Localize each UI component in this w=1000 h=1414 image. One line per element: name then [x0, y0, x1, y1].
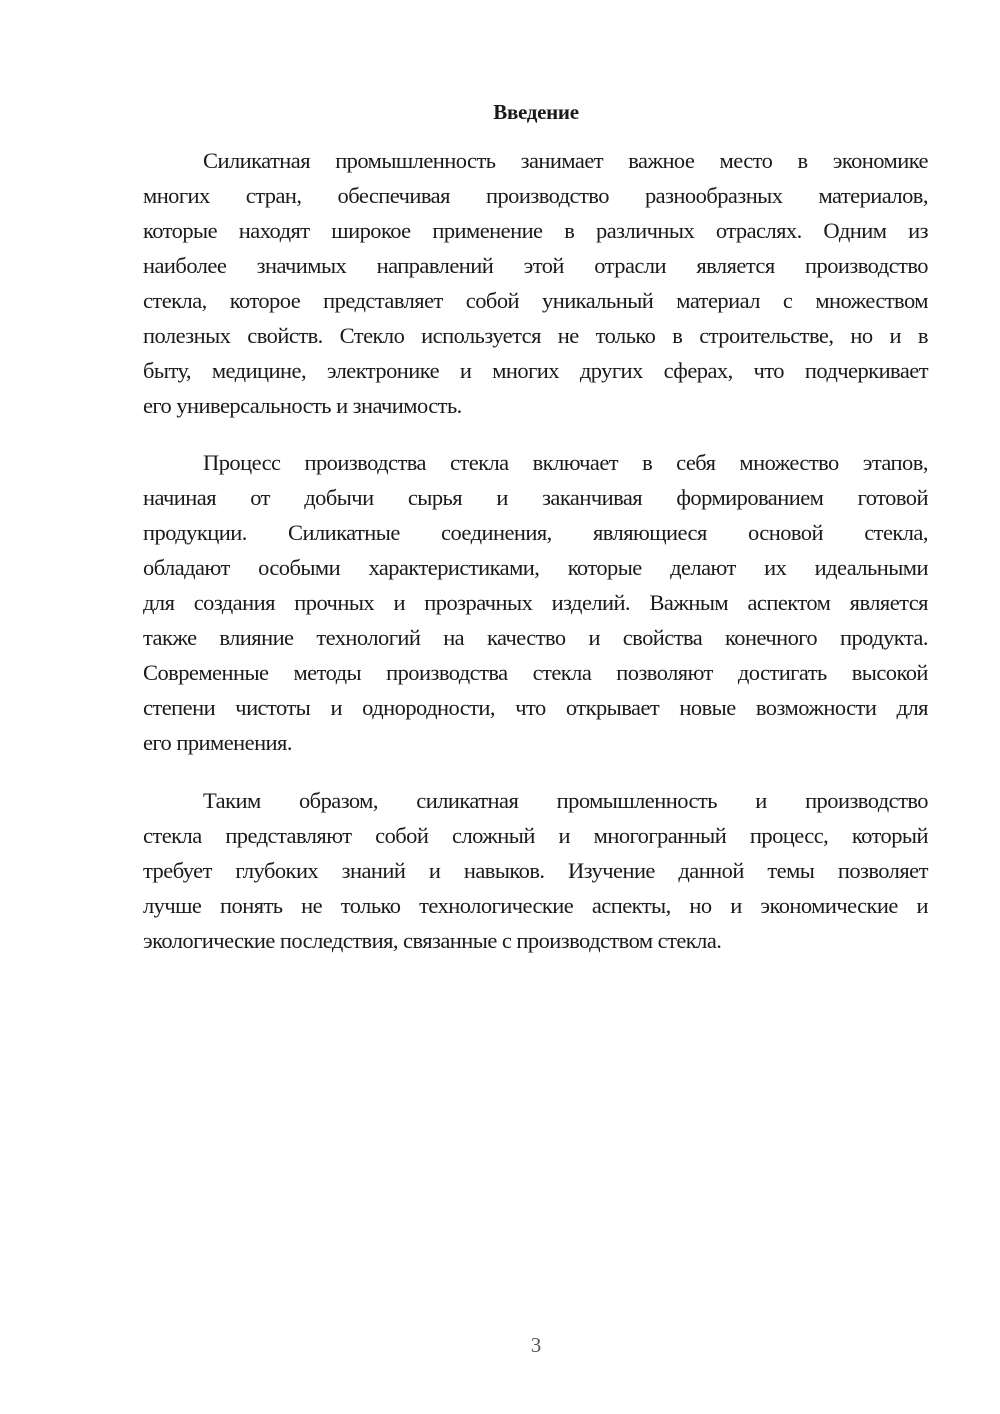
paragraph-1 [143, 143, 928, 423]
text-line [143, 620, 928, 655]
word: и [393, 590, 405, 615]
word: сырья [407, 485, 463, 510]
word: для [143, 590, 175, 615]
word: которые [143, 218, 218, 243]
text-line [143, 318, 928, 353]
word: прочных [294, 590, 375, 615]
word: в [917, 323, 928, 348]
text-line [143, 783, 928, 818]
word: готовой [857, 485, 928, 510]
word: прозрачных [424, 590, 533, 615]
word: в [672, 323, 683, 348]
word: методы [293, 660, 362, 685]
word: сложный [452, 823, 535, 848]
word: является [849, 590, 928, 615]
word: других [579, 358, 643, 383]
word: формированием [676, 485, 824, 510]
paragraph-2 [143, 445, 928, 760]
word: стекла [449, 450, 509, 475]
word: собой [465, 288, 520, 313]
word: Таким [203, 788, 261, 813]
word: находят [238, 218, 310, 243]
word: соединения, [441, 520, 552, 545]
page-number: 3 [530, 1333, 542, 1357]
word: идеальными [814, 555, 928, 580]
text-line [143, 353, 928, 388]
word: представляет [323, 288, 443, 313]
word: новые [679, 695, 736, 720]
word: медицине, [211, 358, 307, 383]
word: Силикатные [288, 520, 400, 545]
word: является [696, 253, 775, 278]
text-line [143, 143, 928, 178]
word: влияние [219, 625, 294, 650]
word: качество [486, 625, 566, 650]
word: обеспечивая [337, 183, 450, 208]
text-line [143, 888, 928, 923]
word: понять [220, 893, 283, 918]
word: Важным [649, 590, 729, 615]
word: открывает [565, 695, 660, 720]
word: создания [193, 590, 275, 615]
word: но [689, 893, 712, 918]
word: стран, [245, 183, 302, 208]
word: данной [678, 858, 744, 883]
word: технологий [316, 625, 421, 650]
text-line [143, 445, 928, 480]
text-line [143, 248, 928, 283]
word: разнообразных [644, 183, 783, 208]
text-line [143, 515, 928, 550]
word: знаний [341, 858, 406, 883]
word: производство [805, 253, 928, 278]
text-line [143, 690, 928, 725]
word: Изучение [567, 858, 655, 883]
word: образом, [298, 788, 378, 813]
word: производства [386, 660, 508, 685]
word: основой [748, 520, 823, 545]
word: в [797, 148, 808, 173]
text-line [143, 283, 928, 318]
word: представляют [225, 823, 352, 848]
word: многогранный [593, 823, 727, 848]
text-line [143, 178, 928, 213]
word: однородности, [362, 695, 495, 720]
word: и [730, 893, 742, 918]
word: отрасли [594, 253, 666, 278]
text-line: его универсальность и значимость. [143, 393, 462, 418]
word: конечного [725, 625, 818, 650]
word: материал [676, 288, 760, 313]
word: электронике [326, 358, 440, 383]
word: множество [739, 450, 839, 475]
word: характеристиками, [368, 555, 540, 580]
word: который [851, 823, 928, 848]
word: Стекло [339, 323, 405, 348]
word: стекла [143, 823, 202, 848]
word: аспектом [747, 590, 831, 615]
word: включает [532, 450, 619, 475]
word: сферах, [663, 358, 733, 383]
word: место [719, 148, 773, 173]
word: процесс, [749, 823, 829, 848]
word: в [564, 218, 575, 243]
word: многих [143, 183, 210, 208]
word: Процесс [203, 450, 281, 475]
word: занимает [520, 148, 604, 173]
word: и [330, 695, 342, 720]
word: обладают [143, 555, 230, 580]
word: достигать [737, 660, 827, 685]
text-line [143, 480, 928, 515]
word: наиболее [143, 253, 227, 278]
text-line [143, 550, 928, 585]
word: стекла, [864, 520, 928, 545]
word: что [515, 695, 546, 720]
word: и [889, 323, 901, 348]
word: и [558, 823, 570, 848]
word: и [916, 893, 928, 918]
word: продукта. [839, 625, 928, 650]
word: свойства [622, 625, 703, 650]
word: подчеркивает [804, 358, 928, 383]
word: степени [143, 695, 216, 720]
word: что [753, 358, 784, 383]
word: производства [304, 450, 426, 475]
word: для [896, 695, 928, 720]
word: делают [670, 555, 736, 580]
word: заканчивая [542, 485, 643, 510]
word: не [301, 893, 323, 918]
word: широкое [331, 218, 411, 243]
word: аспекты, [591, 893, 671, 918]
word: значимых [256, 253, 347, 278]
word: особыми [258, 555, 341, 580]
word: этапов, [862, 450, 928, 475]
word: материалов, [818, 183, 928, 208]
text-line [143, 853, 928, 888]
text-line [143, 585, 928, 620]
word: высокой [851, 660, 928, 685]
word: множеством [815, 288, 928, 313]
word: навыков. [463, 858, 545, 883]
paragraph-3 [143, 783, 928, 958]
word: являющиеся [592, 520, 707, 545]
word: быту, [143, 358, 191, 383]
word: отраслях. [715, 218, 802, 243]
word: позволяют [616, 660, 713, 685]
word: Одним [823, 218, 887, 243]
word: чистоты [235, 695, 311, 720]
word: глубоких [235, 858, 319, 883]
word: стекла, [143, 288, 207, 313]
word: полезных [143, 323, 231, 348]
word: только [595, 323, 656, 348]
word: которое [229, 288, 301, 313]
word: с [782, 288, 793, 313]
section-title: Введение [493, 100, 579, 124]
word: применение [432, 218, 543, 243]
word: производство [485, 183, 609, 208]
word: свойств. [247, 323, 323, 348]
word: в [642, 450, 653, 475]
word: и [459, 358, 472, 383]
word: и [428, 858, 441, 883]
word: промышленность [335, 148, 496, 173]
word: технологические [419, 893, 574, 918]
word: уникальный [542, 288, 654, 313]
text-line: его применения. [143, 730, 292, 755]
text-line [143, 655, 928, 690]
word: экономике [832, 148, 928, 173]
word: строительстве, [699, 323, 834, 348]
word: из [908, 218, 928, 243]
word: требует [143, 858, 212, 883]
word: себя [676, 450, 716, 475]
word: только [340, 893, 401, 918]
word: Современные [143, 660, 269, 685]
word: многих [492, 358, 559, 383]
word: важное [628, 148, 695, 173]
word: собой [375, 823, 429, 848]
word: Силикатная [203, 148, 311, 173]
word: и [496, 485, 508, 510]
word: экономические [760, 893, 898, 918]
word: силикатная [416, 788, 519, 813]
text-line [143, 818, 928, 853]
word: производство [805, 788, 928, 813]
word: направлений [376, 253, 494, 278]
word: стекла [532, 660, 592, 685]
word: их [764, 555, 787, 580]
word: и [755, 788, 767, 813]
word: лучше [143, 893, 202, 918]
word: но [850, 323, 873, 348]
word: добычи [304, 485, 374, 510]
word: не [557, 323, 579, 348]
word: и [588, 625, 600, 650]
word: также [143, 625, 197, 650]
word: позволяет [837, 858, 928, 883]
word: продукции. [143, 520, 247, 545]
word: изделий. [551, 590, 631, 615]
text-line [143, 213, 928, 248]
word: возможности [755, 695, 877, 720]
text-line: экологические последствия, связанные с производством стекла. [143, 928, 722, 953]
word: темы [767, 858, 815, 883]
word: различных [596, 218, 695, 243]
word: которые [567, 555, 642, 580]
word: этой [523, 253, 564, 278]
word: на [443, 625, 465, 650]
word: используется [421, 323, 541, 348]
word: промышленность [556, 788, 717, 813]
word: начиная [143, 485, 217, 510]
word: от [250, 485, 270, 510]
